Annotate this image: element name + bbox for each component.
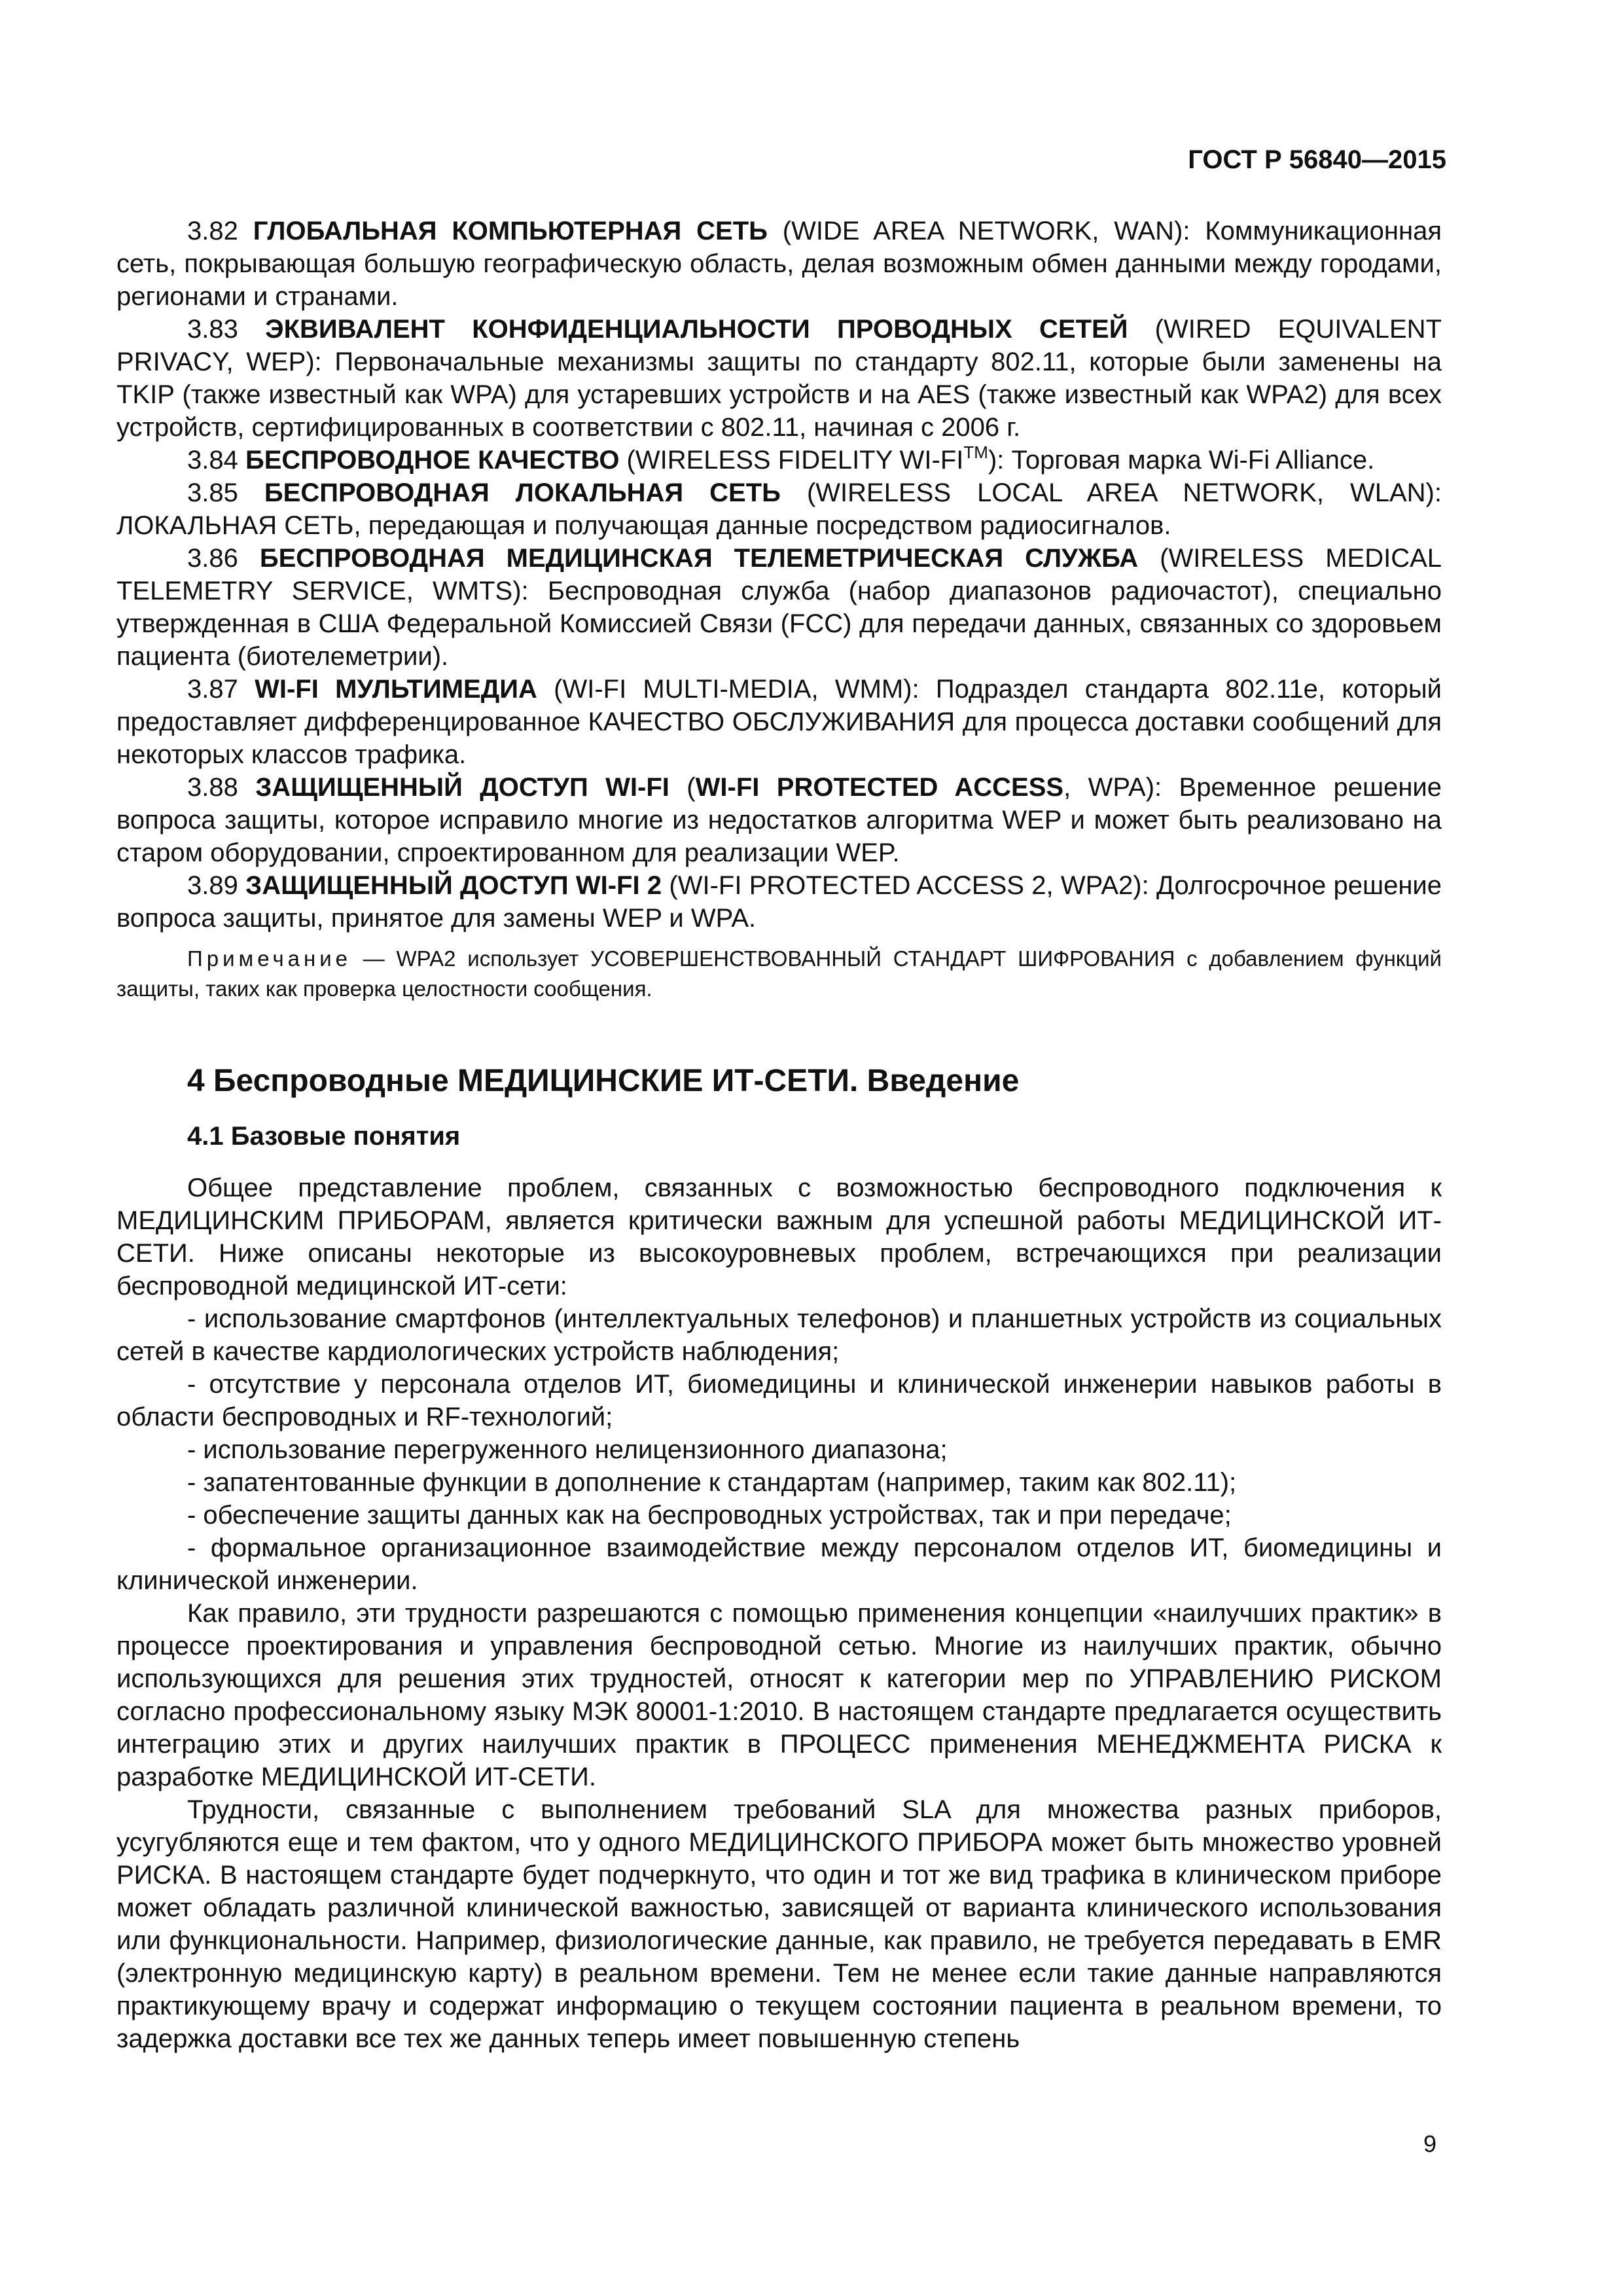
definition-text-cont: ): Торговая марка Wi-Fi Alliance. xyxy=(988,446,1375,475)
note-text: — WPA2 использует УСОВЕРШЕНСТВОВАННЫЙ СТАНДАРТ ШИФРОВАНИЯ с добавлением функций защиты, таких как проверка целостности сообщения. xyxy=(116,946,1442,1001)
definition-text: (WIRELESS FIDELITY WI-FI xyxy=(619,446,964,475)
list-item: - использование смартфонов (интеллектуальных телефонов) и планшетных устройств из социальных сетей в качестве кардиологических устройств наблюдения; xyxy=(116,1304,1442,1366)
definition-3-85 xyxy=(116,476,1442,542)
definition-term-english: WI-FI PROTECTED ACCESS xyxy=(695,773,1064,802)
definition-text-cont: , WPA): Временное решение вопроса защиты, которое исправило многие из недостатков алгоритма WEP и может быть реализовано на старом оборудовании, спроектированном для реализации WEP. xyxy=(116,773,1442,867)
definition-term: ГЛОБАЛЬНАЯ КОМПЬЮТЕРНАЯ СЕТЬ xyxy=(253,217,768,245)
trademark-superscript: TM xyxy=(963,442,988,462)
definition-3-86 xyxy=(116,542,1442,673)
definition-number: 3.86 xyxy=(187,544,260,573)
definition-text: (WIRELESS MEDICAL TELEMETRY SERVICE, WMTS): Беспроводная служба (набор диапазонов радиочастот), специально утвержденная в США Федеральной Комиссией Связи (FCC) для передачи данных, связанных со здоровьем пациента (биотелеметрии). xyxy=(116,544,1442,671)
definition-term: БЕСПРОВОДНАЯ ЛОКАЛЬНАЯ СЕТЬ xyxy=(264,478,781,507)
subsection-heading: 4.1 Базовые понятия xyxy=(187,1122,461,1151)
definition-number: 3.88 xyxy=(187,773,256,802)
definition-text: (WIRED EQUIVALENT PRIVACY, WEP): Первоначальные механизмы защиты по стандарту 802.11, которые были заменены на TKIP (также известный как WPA) для устаревших устройств и на AES (также известный как WPA2) для всех устройств, сертифицированных в соответствии с 802.11, начиная с 2006 г. xyxy=(116,315,1442,442)
page-number: 9 xyxy=(1423,2130,1436,2157)
definition-term: ЗАЩИЩЕННЫЙ ДОСТУП WI-FI 2 xyxy=(245,871,662,900)
definition-text: (WIDE AREA NETWORK, WAN): Коммуникационная сеть, покрывающая большую географическую область, делая возможным обмен данными между городами, регионами и странами. xyxy=(116,217,1442,311)
definition-3-83 xyxy=(116,313,1442,444)
list-item: - запатентованные функции в дополнение к стандартам (например, таким как 802.11); xyxy=(187,1468,1237,1497)
paragraph: Как правило, эти трудности разрешаются с помощью применения концепции «наилучших практик» в процессе проектирования и управления беспроводной сетью. Многие из наилучших практик, обычно использующихся для решения этих трудностей, относят к категории мер по УПРАВЛЕНИЮ РИСКОМ согласно профессиональному языку МЭК 80001-1:2010. В настоящем стандарте предлагается осуществить интеграцию этих и других наилучших практик в ПРОЦЕСС применения МЕНЕДЖМЕНТА РИСКА к разработке МЕДИЦИНСКОЙ ИТ-СЕТИ. xyxy=(116,1599,1442,1791)
definition-term: БЕСПРОВОДНАЯ МЕДИЦИНСКАЯ ТЕЛЕМЕТРИЧЕСКАЯ СЛУЖБА xyxy=(259,544,1139,573)
note-label: Примечание xyxy=(187,946,352,971)
definition-term: ЭКВИВАЛЕНТ КОНФИДЕНЦИАЛЬНОСТИ ПРОВОДНЫХ СЕТЕЙ xyxy=(265,315,1128,344)
definition-3-89 xyxy=(116,869,1442,935)
paragraph: Общее представление проблем, связанных с возможностью беспроводного подключения к МЕДИЦИНСКИМ ПРИБОРАМ, является критически важным для успешной работы МЕДИЦИНСКОЙ ИТ-СЕТИ. Ниже описаны некоторые из высокоуровневых проблем, встречающихся при реализации беспроводной медицинской ИТ-сети: xyxy=(116,1174,1442,1300)
definition-number: 3.84 xyxy=(187,446,245,475)
definition-3-87 xyxy=(116,673,1442,771)
note xyxy=(116,944,1442,1004)
list-item: - формальное организационное взаимодействие между персоналом отделов ИТ, биомедицины и клинической инженерии. xyxy=(116,1534,1442,1595)
section-heading: 4 Беспроводные МЕДИЦИНСКИЕ ИТ-СЕТИ. Введение xyxy=(187,1064,1020,1098)
definition-term: WI-FI МУЛЬТИМЕДИА xyxy=(255,675,537,704)
definition-number: 3.85 xyxy=(187,478,264,507)
definition-term: ЗАЩИЩЕННЫЙ ДОСТУП WI-FI xyxy=(255,773,669,802)
definition-3-84 xyxy=(116,444,1442,476)
definition-3-82 xyxy=(116,215,1442,313)
definition-number: 3.82 xyxy=(187,217,253,245)
list-item: - использование перегруженного нелицензионного диапазона; xyxy=(187,1435,948,1464)
definition-3-88 xyxy=(116,771,1442,869)
definition-number: 3.83 xyxy=(187,315,266,344)
paragraph: Трудности, связанные с выполнением требований SLA для множества разных приборов, усугубляются еще и тем фактом, что у одного МЕДИЦИНСКОГО ПРИБОРА может быть множество уровней РИСКА. В настоящем стандарте будет подчеркнуто, что один и тот же вид трафика в клиническом приборе может обладать различной клинической важностью, зависящей от варианта клинического использования или функциональности. Например, физиологические данные, как правило, не требуется передавать в EMR (электронную медицинскую карту) в реальном времени. Тем не менее если такие данные направляются практикующему врачу и содержат информацию о текущем состоянии пациента в реальном времени, то задержка доставки все тех же данных теперь имеет повышенную степень xyxy=(116,1795,1442,2053)
document-header: ГОСТ Р 56840—2015 xyxy=(1188,145,1446,174)
definition-text: (WI-FI MULTI-MEDIA, WMM): Подраздел стандарта 802.11e, который предоставляет дифференцированное КАЧЕСТВО ОБСЛУЖИВАНИЯ для процесса доставки сообщений для некоторых классов трафика. xyxy=(116,675,1442,769)
definition-term: БЕСПРОВОДНОЕ КАЧЕСТВО xyxy=(245,446,620,475)
list-item: - обеспечение защиты данных как на беспроводных устройствах, так и при передаче; xyxy=(187,1501,1232,1530)
definition-text: (WI-FI PROTECTED ACCESS 2, WPA2): Долгосрочное решение вопроса защиты, принятое для замены WEP и WPA. xyxy=(116,871,1442,933)
definition-number: 3.87 xyxy=(187,675,255,704)
definition-text: (WIRELESS LOCAL AREA NETWORK, WLAN): ЛОКАЛЬНАЯ СЕТЬ, передающая и получающая данные посредством радиосигналов. xyxy=(116,478,1442,540)
list-item: - отсутствие у персонала отделов ИТ, биомедицины и клинической инженерии навыков работы в области беспроводных и RF-технологий; xyxy=(116,1370,1442,1431)
page-content xyxy=(116,215,1442,2055)
definition-text: ( xyxy=(669,773,696,802)
definition-number: 3.89 xyxy=(187,871,246,900)
